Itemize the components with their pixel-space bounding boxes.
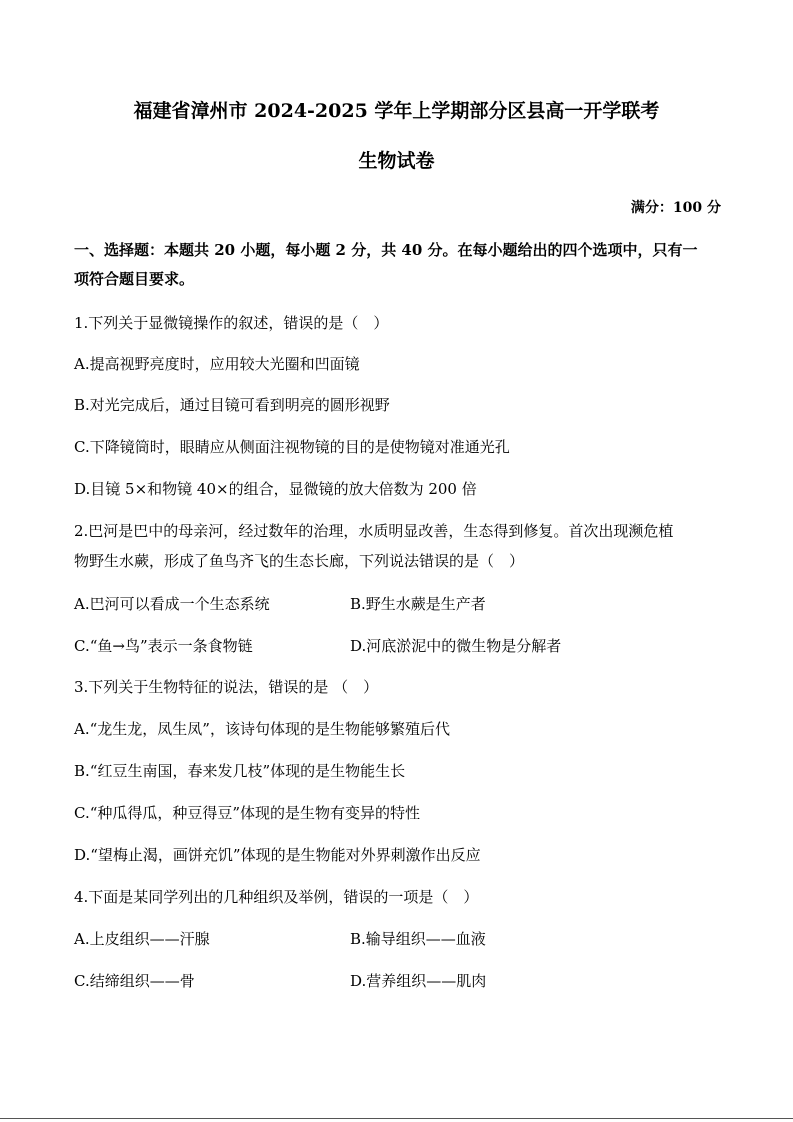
q3-option-b: B.“红豆生南国，春来发几枝”体现的是生物能生长 [74,762,406,780]
page-bottom-divider [0,1118,793,1119]
q4-option-b: B.输导组织——血液 [350,930,486,948]
q2-option-c: C.“鱼→鸟”表示一条食物链 [74,637,253,655]
exam-title: 福建省漳州市 2024-2025 学年上学期部分区县高一开学联考 [133,100,660,122]
q1-option-b: B.对光完成后，通过目镜可看到明亮的圆形视野 [74,396,390,414]
q3-option-a: A.“龙生龙，凤生凤”，该诗句体现的是生物能够繁殖后代 [74,720,450,738]
q3-option-d: D.“望梅止渴，画饼充饥”体现的是生物能对外界刺激作出反应 [74,846,481,864]
q1-option-c: C.下降镜筒时，眼睛应从侧面注视物镜的目的是使物镜对准通光孔 [74,438,510,456]
q2-stem-line1: 2.巴河是巴中的母亲河，经过数年的治理，水质明显改善，生态得到修复。首次出现濒危植 [74,522,674,540]
q2-option-a: A.巴河可以看成一个生态系统 [74,595,270,613]
q3-option-c: C.“种瓜得瓜，种豆得豆”体现的是生物有变异的特性 [74,804,421,822]
q2-option-d: D.河底淤泥中的微生物是分解者 [350,637,562,655]
q2-stem-line2: 物野生水蕨，形成了鱼鸟齐飞的生态长廊，下列说法错误的是（ ） [74,552,525,570]
q4-option-d: D.营养组织——肌肉 [350,972,487,990]
q1-option-d: D.目镜 5×和物镜 40×的组合，显微镜的放大倍数为 200 倍 [74,480,477,498]
full-score: 满分：100 分 [630,200,721,216]
q1-option-a: A.提高视野亮度时，应用较大光圈和凹面镜 [74,355,360,373]
q4-stem: 4.下面是某同学列出的几种组织及举例，错误的一项是（ ） [74,888,479,906]
q4-option-c: C.结缔组织——骨 [74,972,195,990]
section-instruction-line1: 一、选择题：本题共 20 小题，每小题 2 分，共 40 分。在每小题给出的四个选项中，只有一 [74,241,698,259]
section-instruction-line2: 项符合题目要求。 [74,270,195,288]
q4-option-a: A.上皮组织——汗腺 [74,930,210,948]
q3-stem: 3.下列关于生物特征的说法，错误的是 （ ） [74,678,379,696]
exam-subtitle: 生物试卷 [358,150,435,172]
q2-option-b: B.野生水蕨是生产者 [350,595,486,613]
q1-stem: 1.下列关于显微镜操作的叙述，错误的是（ ） [74,314,389,332]
